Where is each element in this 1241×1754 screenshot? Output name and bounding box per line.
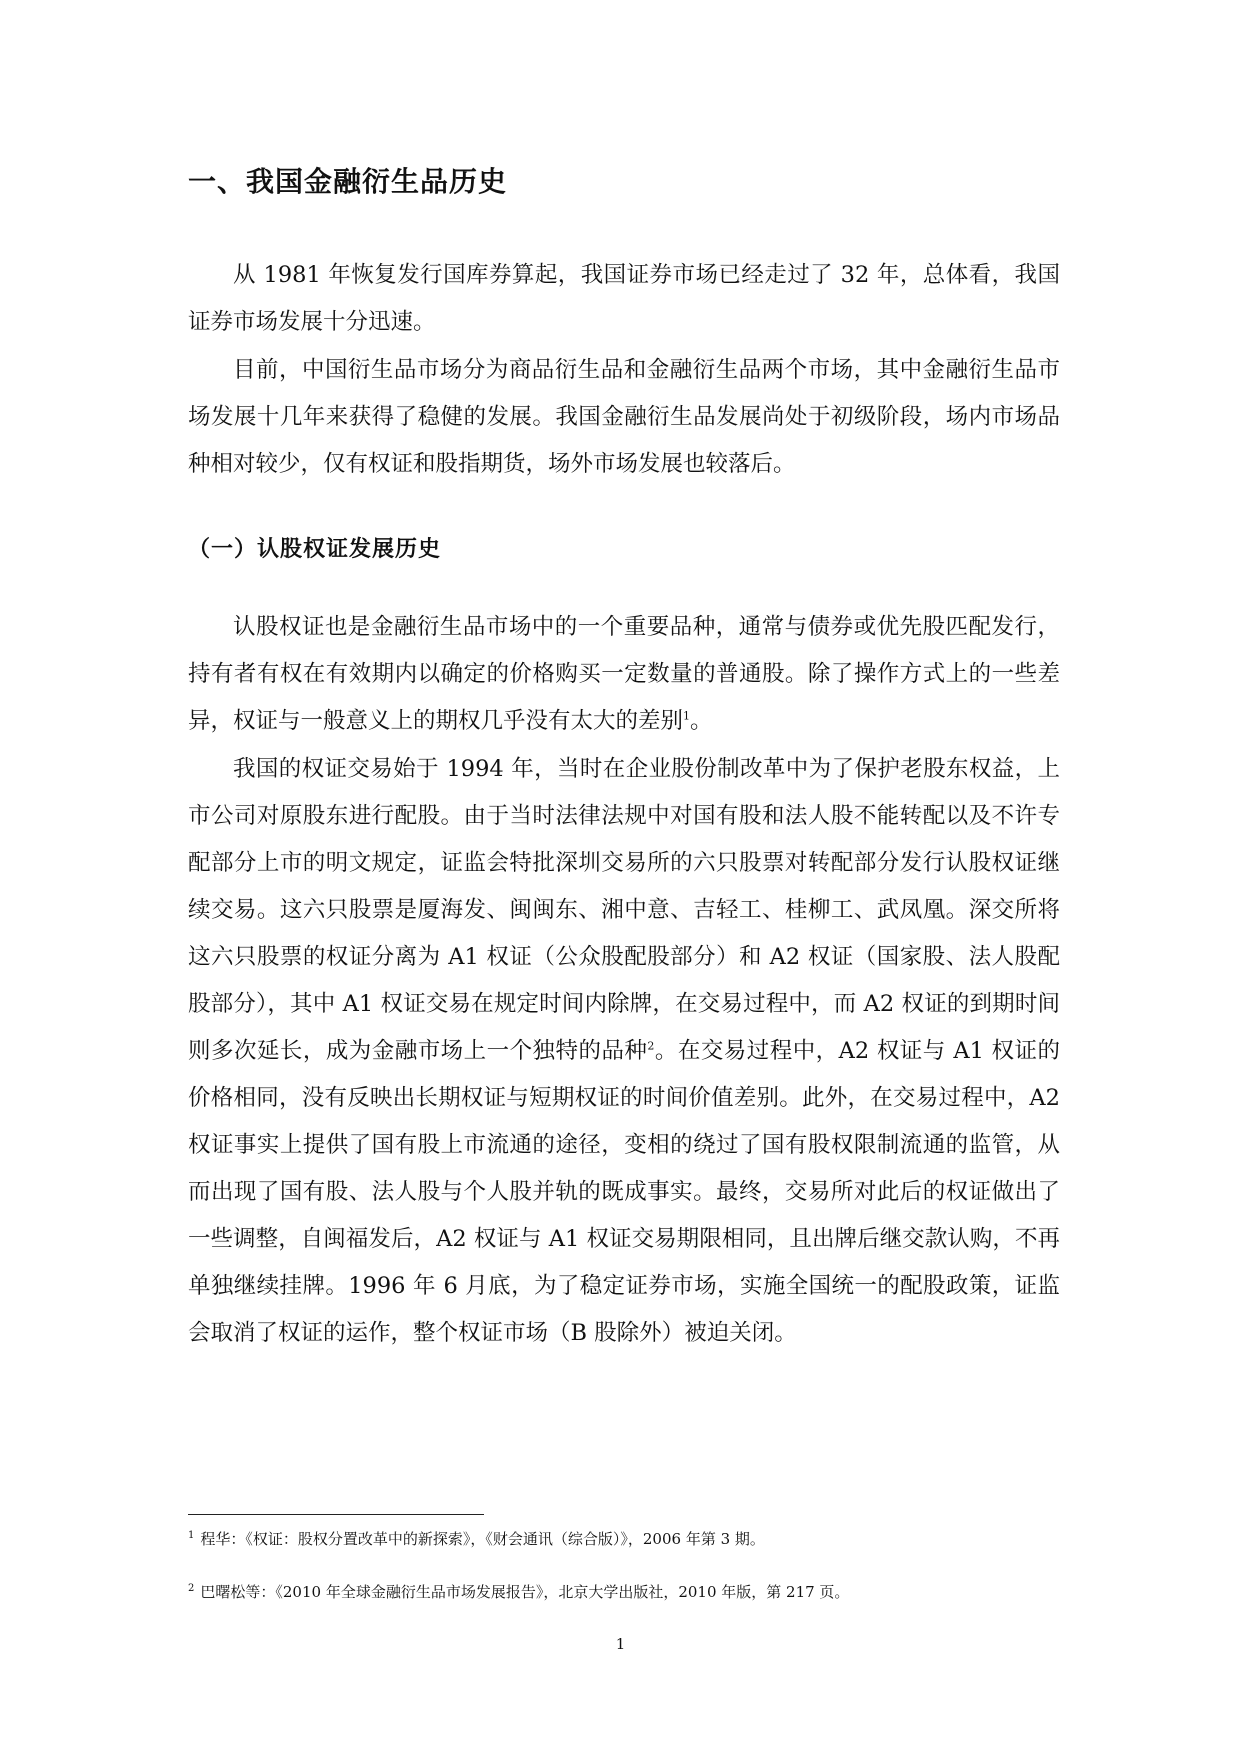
- footnote: [188, 1581, 849, 1603]
- footnote-text: 程华：《权证：股权分置改革中的新探索》，《财会通讯（综合版）》，2006 年第 3 期。: [200, 1530, 765, 1548]
- paragraph: [188, 746, 1060, 1357]
- paragraph: [188, 604, 1060, 745]
- page-number: 1: [615, 1635, 626, 1653]
- section-heading: 一、我国金融衍生品历史: [188, 165, 508, 198]
- footnote: [188, 1528, 765, 1550]
- footnote-reference[interactable]: 1: [683, 709, 691, 723]
- footnote-number: 2: [188, 1583, 195, 1594]
- paragraph: 从 1981 年恢复发行国库券算起，我国证券市场已经走过了 32 年，总体看，我国证券市场发展十分迅速。: [188, 262, 1060, 335]
- footnote-number: 1: [188, 1530, 195, 1541]
- subsection-heading: （一）认股权证发展历史: [188, 537, 442, 562]
- footnote-separator: [188, 1514, 484, 1515]
- footnote-text: 巴曙松等：《2010 年全球金融衍生品市场发展报告》，北京大学出版社，2010 年版，第 217 页。: [200, 1583, 850, 1601]
- footnote-reference[interactable]: 2: [647, 1039, 655, 1053]
- paragraph-text: 。在交易过程中，A2 权证与 A1 权证的价格相同，没有反映出长期权证与短期权证的时间价值差别。此外，在交易过程中，A2 权证事实上提供了国有股上市流通的途径，变相的绕过了国有股权限制流通的监管，从而出现了国有股、法人股与个人股并轨的既成事实。最终，交易所对此后的权证做出了一些调整，自闽福发后，A2 权证与 A1 权证交易期限相同，且出牌后继交款认购，不再单独继续挂牌。1996 年 6 月底，为了稳定证券市场，实施全国统一的配股政策，证监会取消了权证的运作，整个权证市场（B 股除外）被迫关闭。: [188, 1038, 1060, 1346]
- paragraph-text: 我国的权证交易始于 1994 年，当时在企业股份制改革中为了保护老股东权益，上市公司对原股东进行配股。由于当时法律法规中对国有股和法人股不能转配以及不许专配部分上市的明文规定，证监会特批深圳交易所的六只股票对转配部分发行认股权证继续交易。这六只股票是厦海发、闽闽东、湘中意、吉轻工、桂柳工、武凤凰。深交所将这六只股票的权证分离为 A1 权证（公众股配股部分）和 A2 权证（国家股、法人股配股部分），其中 A1 权证交易在规定时间内除牌，在交易过程中，而 A2 权证的到期时间则多次延长，成为金融市场上一个独特的品种: [188, 756, 1060, 1064]
- paragraph-text: 。: [690, 708, 713, 734]
- paragraph-text: 认股权证也是金融衍生品市场中的一个重要品种，通常与债券或优先股匹配发行，持有者有权在有效期内以确定的价格购买一定数量的普通股。除了操作方式上的一些差异，权证与一般意义上的期权几乎没有太大的差别: [188, 614, 1060, 734]
- paragraph: 目前，中国衍生品市场分为商品衍生品和金融衍生品两个市场，其中金融衍生品市场发展十几年来获得了稳健的发展。我国金融衍生品发展尚处于初级阶段，场内市场品种相对较少，仅有权证和股指期货，场外市场发展也较落后。: [188, 357, 1060, 477]
